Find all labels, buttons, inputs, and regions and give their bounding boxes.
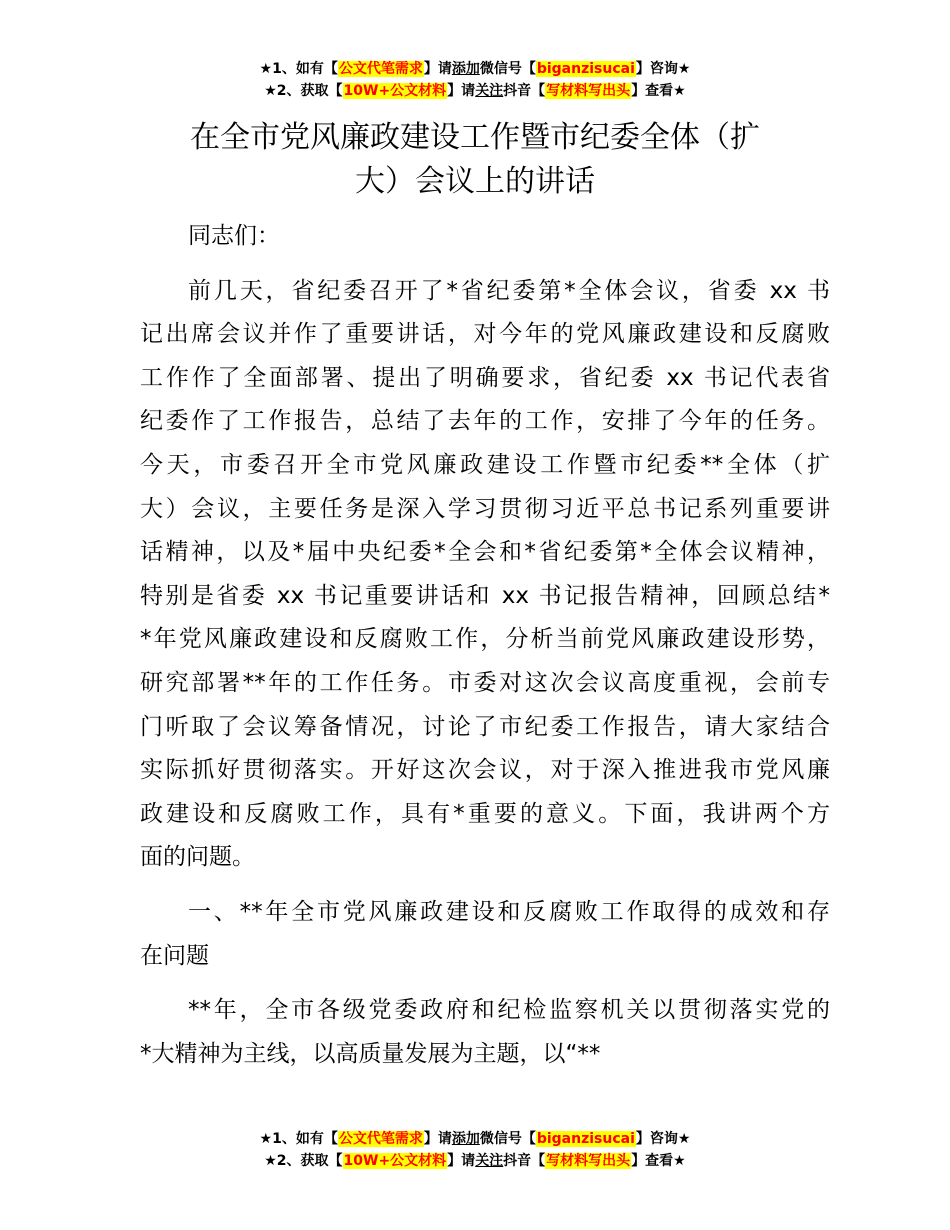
heading-line: 在问题	[140, 942, 209, 969]
underlined-text: 关注	[475, 1153, 504, 1169]
text-line: 前几天，省纪委召开了*省纪委第*全体会议，省委 xx 书	[188, 277, 830, 304]
text-line: 面的问题。	[140, 844, 255, 871]
banner-text: 】查看★	[631, 1153, 686, 1169]
text-line: **年，全市各级党委政府和纪检监察机关以贯彻落实党的	[188, 997, 830, 1024]
underlined-text: 添加	[451, 61, 480, 77]
underlined-text: 关注	[475, 83, 504, 99]
paragraph-2	[140, 989, 830, 1076]
title-line: 大）会议上的讲话	[355, 164, 595, 199]
banner-text: 微信号【	[479, 61, 536, 77]
banner-text: 】请	[447, 1153, 476, 1169]
text-line: *大精神为主线，以高质量发展为主题，以“**	[140, 1040, 601, 1067]
text-line: 纪委作了工作报告，总结了去年的工作，安排了今年的任务。	[140, 408, 830, 435]
header-banner	[0, 58, 950, 102]
text-line: 研究部署**年的工作任务。市委对这次会议高度重视，会前专	[140, 669, 830, 696]
text-line: 实际抓好贯彻落实。开好这次会议，对于深入推进我市党风廉	[140, 757, 830, 784]
highlight-materials: 10W+公文材料	[343, 83, 447, 99]
highlight-douyin: 写材料写出头	[546, 1153, 631, 1169]
banner-text: 】咨询★	[635, 1131, 691, 1147]
text-line: 大）会议，主要任务是深入学习贯彻习近平总书记系列重要讲	[140, 495, 830, 522]
banner-text: 】请	[423, 1131, 452, 1147]
banner-line-2	[0, 80, 950, 102]
banner-text: 】请	[447, 83, 476, 99]
salutation: 同志们：	[188, 223, 280, 249]
banner-text: 】咨询★	[635, 61, 691, 77]
highlight-materials: 10W+公文材料	[343, 1153, 447, 1169]
banner-text: ★2、获取【	[264, 1153, 343, 1169]
highlight-wechat-id: biganzisucai	[536, 1131, 635, 1147]
text-line: 门听取了会议筹备情况，讨论了市纪委工作报告，请大家结合	[140, 713, 830, 740]
highlight-service: 公文代笔需求	[338, 61, 423, 77]
banner-text: 】请	[423, 61, 452, 77]
highlight-service: 公文代笔需求	[338, 1131, 423, 1147]
banner-text: ★2、获取【	[264, 83, 343, 99]
text-line: 今天，市委召开全市党风廉政建设工作暨市纪委**全体（扩	[140, 451, 830, 478]
highlight-wechat-id: biganzisucai	[536, 61, 635, 77]
document-title	[140, 116, 810, 204]
paragraph-1	[140, 270, 830, 880]
banner-text: 】查看★	[631, 83, 686, 99]
banner-text: 抖音【	[503, 1153, 546, 1169]
banner-text: ★1、如有【	[259, 1131, 338, 1147]
document-body	[140, 215, 830, 1076]
text-line: *年党风廉政建设和反腐败工作，分析当前党风廉政建设形势，	[140, 626, 830, 653]
banner-line-1	[0, 1128, 950, 1150]
highlight-douyin: 写材料写出头	[546, 83, 631, 99]
text-line: 工作作了全面部署、提出了明确要求，省纪委 xx 书记代表省	[140, 364, 830, 391]
banner-text: 抖音【	[503, 83, 546, 99]
banner-text: ★1、如有【	[259, 61, 338, 77]
text-line: 特别是省委 xx 书记重要讲话和 xx 书记报告精神，回顾总结*	[140, 582, 830, 609]
footer-banner	[0, 1128, 950, 1172]
banner-text: 微信号【	[479, 1131, 536, 1147]
section-heading-1	[140, 891, 830, 978]
heading-line: 一、**年全市党风廉政建设和反腐败工作取得的成效和存	[188, 898, 830, 925]
banner-line-2	[0, 1150, 950, 1172]
banner-line-1	[0, 58, 950, 80]
text-line: 记出席会议并作了重要讲话，对今年的党风廉政建设和反腐败	[140, 321, 830, 348]
underlined-text: 添加	[451, 1131, 480, 1147]
title-line: 在全市党风廉政建设工作暨市纪委全体（扩	[190, 120, 760, 155]
text-line: 话精神，以及*届中央纪委*全会和*省纪委第*全体会议精神，	[140, 539, 830, 566]
text-line: 政建设和反腐败工作，具有*重要的意义。下面，我讲两个方	[140, 800, 830, 827]
